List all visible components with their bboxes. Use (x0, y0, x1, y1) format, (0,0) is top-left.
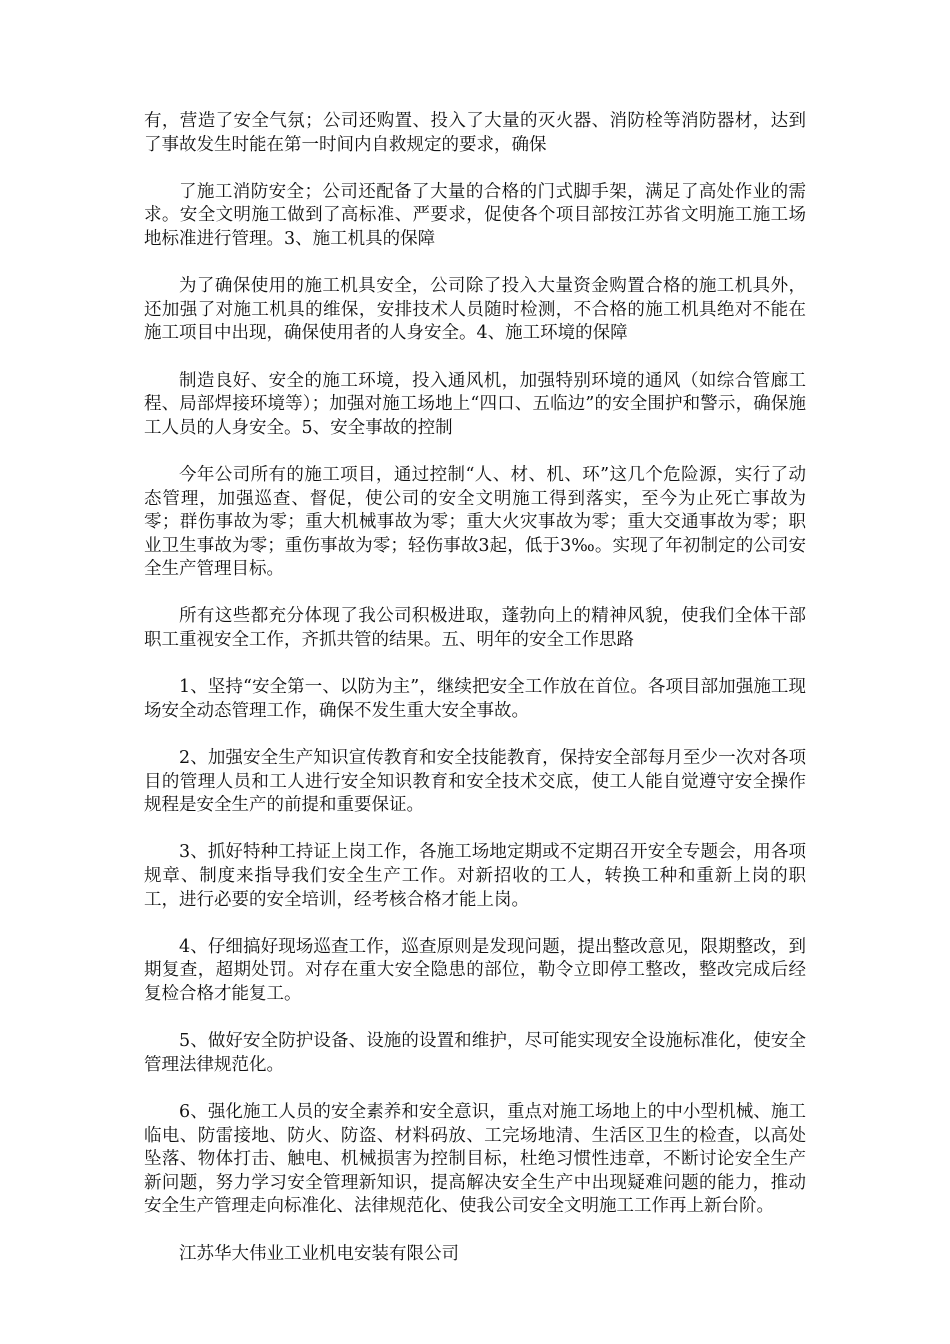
list-item-1: 1、坚持“安全第一、以防为主”，继续把安全工作放在首位。各项目部加强施工现场安全动态管理工作，确保不发生重大安全事故。 (144, 677, 806, 721)
company-signature: 江苏华大伟业工业机电安装有限公司 (179, 1243, 459, 1264)
paragraph-3: 为了确保使用的施工机具安全，公司除了投入大量资金购置合格的施工机具外，还加强了对施工机具的维保，安排技术人员随时检测，不合格的施工机具绝对不能在施工项目中出现，确保使用者的人身安全。4、施工环境的保障 (144, 276, 806, 344)
paragraph-2: 了施工消防安全；公司还配备了大量的合格的门式脚手架，满足了高处作业的需求。安全文明施工做到了高标准、严要求，促使各个项目部按江苏省文明施工施工场地标准进行管理。3、施工机具的保障 (144, 181, 806, 249)
list-item-3: 3、抓好特种工持证上岗工作，各施工场地定期或不定期召开安全专题会，用各项规章、制度来指导我们安全生产工作。对新招收的工人，转换工种和重新上岗的职工，进行必要的安全培训，经考核合格才能上岗。 (144, 842, 806, 910)
list-item-2: 2、加强安全生产知识宣传教育和安全技能教育，保持安全部每月至少一次对各项目的管理人员和工人进行安全知识教育和安全技术交底，使工人能自觉遵守安全操作规程是安全生产的前提和重要保证。 (144, 748, 806, 816)
paragraph-4: 制造良好、安全的施工环境，投入通风机，加强特别环境的通风（如综合管廊工程、局部焊接环境等）；加强对施工场地上“四口、五临边”的安全围护和警示，确保施工人员的人身安全。5、安全事故的控制 (144, 370, 806, 438)
paragraph-5: 今年公司所有的施工项目，通过控制“人、材、机、环”这几个危险源，实行了动态管理，加强巡查、督促，使公司的安全文明施工得到落实，至今为止死亡事故为零；群伤事故为零；重大机械事故为零；重大火灾事故为零；重大交通事故为零；职业卫生事故为零；重伤事故为零；轻伤事故3起，低于3‰。实现了年初制定的公司安全生产管理目标。 (144, 464, 806, 580)
paragraph-1: 有，营造了安全气氛；公司还购置、投入了大量的灭火器、消防栓等消防器材，达到了事故发生时能在第一时间内自救规定的要求，确保 (144, 111, 806, 155)
list-item-6: 6、强化施工人员的安全素养和安全意识，重点对施工场地上的中小型机械、施工临电、防雷接地、防火、防盗、材料码放、工完场地清、生活区卫生的检查，以高处坠落、物体打击、触电、机械损害为控制目标，杜绝习惯性违章，不断讨论安全生产新问题，努力学习安全管理新知识，提高解决安全生产中出现疑难问题的能力，推动安全生产管理走向标准化、法律规范化、使我公司安全文明施工工作再上新台阶。 (144, 1101, 806, 1217)
paragraph-6: 所有这些都充分体现了我公司积极进取，蓬勃向上的精神风貌，使我们全体干部职工重视安全工作，齐抓共管的结果。五、明年的安全工作思路 (144, 606, 806, 651)
list-item-5: 5、做好安全防护设备、设施的设置和维护，尽可能实现安全设施标准化，使安全管理法律规范化。 (144, 1031, 806, 1075)
list-item-4: 4、仔细搞好现场巡查工作，巡查原则是发现问题，提出整改意见，限期整改，到期复查，超期处罚。对存在重大安全隐患的部位，勒令立即停工整改，整改完成后经复检合格才能复工。 (144, 936, 806, 1004)
document-body (144, 110, 806, 1266)
